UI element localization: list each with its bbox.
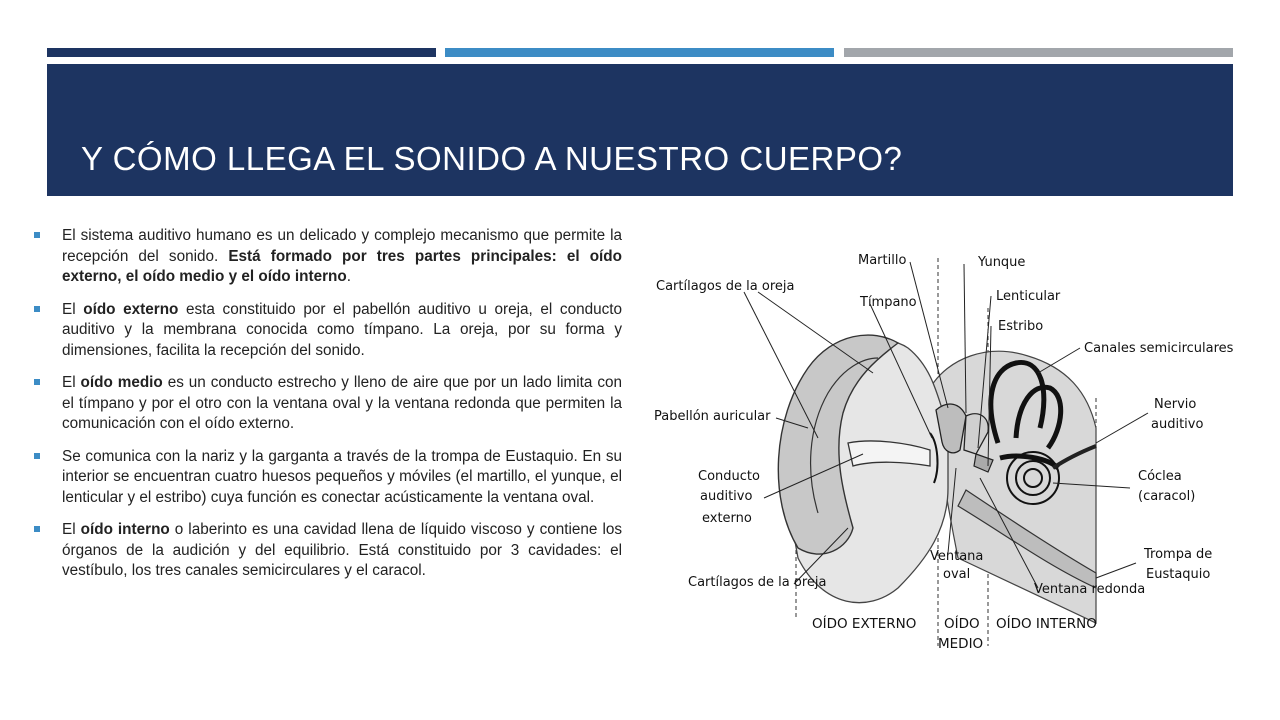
label-yunque: Yunque [978,255,1026,270]
bullet-square-icon [34,379,40,385]
label-martillo: Martillo [858,253,907,268]
bullet-text: El [62,374,81,391]
bullet-item [34,300,622,362]
bullet-text: . [346,268,351,285]
bullet-text: es un conducto estrecho y lleno de aire que por un lado limita con el tímpano y por el otro con la ventana oval y la ventana redonda que permiten la comunicación con el oído externo. [62,374,622,432]
bullet-text-bold: oído medio [80,374,163,391]
bullet-text: o laberinto es una cavidad llena de líquido viscoso y contiene los órganos de la audición y del equilibrio. Está constituido por 3 cavidades: el vestíbulo, los tres canales semicirculares y el caracol. [62,521,622,579]
label-nervio-1: Nervio [1154,397,1197,412]
zone-oido-medio-2: MEDIO [938,636,984,652]
label-timpano: Tímpano [860,295,917,310]
label-estribo: Estribo [998,319,1044,334]
label-conducto-1: Conducto [698,469,760,484]
label-lenticular: Lenticular [996,289,1061,304]
label-coclea-2: (caracol) [1138,489,1196,504]
label-ventana-oval-1: Ventana [930,549,984,564]
bullet-text-bold: oído externo [83,300,179,318]
accent-bar-gray [844,48,1233,57]
label-trompa-1: Trompa de [1144,547,1213,562]
label-nervio-2: auditivo [1151,417,1204,432]
bullet-item [34,447,622,509]
label-cartilagos-bottom: Cartílagos de la oreja [688,575,827,590]
label-ventana-oval-2: oval [943,567,971,582]
label-coclea-1: Cóclea [1138,469,1182,484]
label-pabellon: Pabellón auricular [654,409,771,424]
bullet-text: esta constituido por el pabellón auditivo u oreja, el conducto auditivo y la membrana conocida como tímpano. La oreja, por su forma y dimensiones, facilita la recepción del sonido. [62,300,623,359]
accent-bar-navy [47,48,436,57]
bullet-text-bold: Está formado por tres partes principales: el oído externo, el oído medio y el oído interno [62,247,622,285]
label-canales: Canales semicirculares [1084,341,1234,356]
bullet-square-icon [34,453,40,459]
label-cartilagos-top: Cartílagos de la oreja [656,279,795,294]
bullet-text: Se comunica con la nariz y la garganta a través de la trompa de Eustaquio. En su interior se encuentran cuatro huesos pequeños y móviles (el martillo, el yunque, el lenticular y el estribo) cuya función es conectar acústicamente la ventana oval. [62,447,622,506]
zone-oido-medio-1: OÍDO [944,616,980,632]
label-trompa-2: Eustaquio [1146,567,1211,582]
bullet-text-bold: oído interno [80,521,170,538]
bullet-list [34,226,622,594]
bullet-square-icon [34,232,40,238]
bullet-square-icon [34,306,40,312]
zone-oido-interno: OÍDO INTERNO [996,616,1097,632]
title-band [47,64,1233,196]
bullet-text: El [62,300,84,318]
bullet-item [34,373,622,435]
slide-title: Y CÓMO LLEGA EL SONIDO A NUESTRO CUERPO? [81,140,903,177]
zone-oido-externo: OÍDO EXTERNO [812,616,917,632]
label-conducto-2: auditivo [700,489,753,504]
accent-bar-blue [445,48,834,57]
ear-anatomy-diagram [648,228,1240,668]
bullet-item [34,226,622,288]
bullet-item [34,520,622,582]
label-ventana-redonda: Ventana redonda [1034,582,1146,597]
label-conducto-3: externo [702,511,752,526]
bullet-text: El sistema auditivo humano es un delicado y complejo mecanismo que permite la recepción del sonido. [62,227,622,265]
bullet-square-icon [34,526,40,532]
bullet-text: El [62,521,81,538]
